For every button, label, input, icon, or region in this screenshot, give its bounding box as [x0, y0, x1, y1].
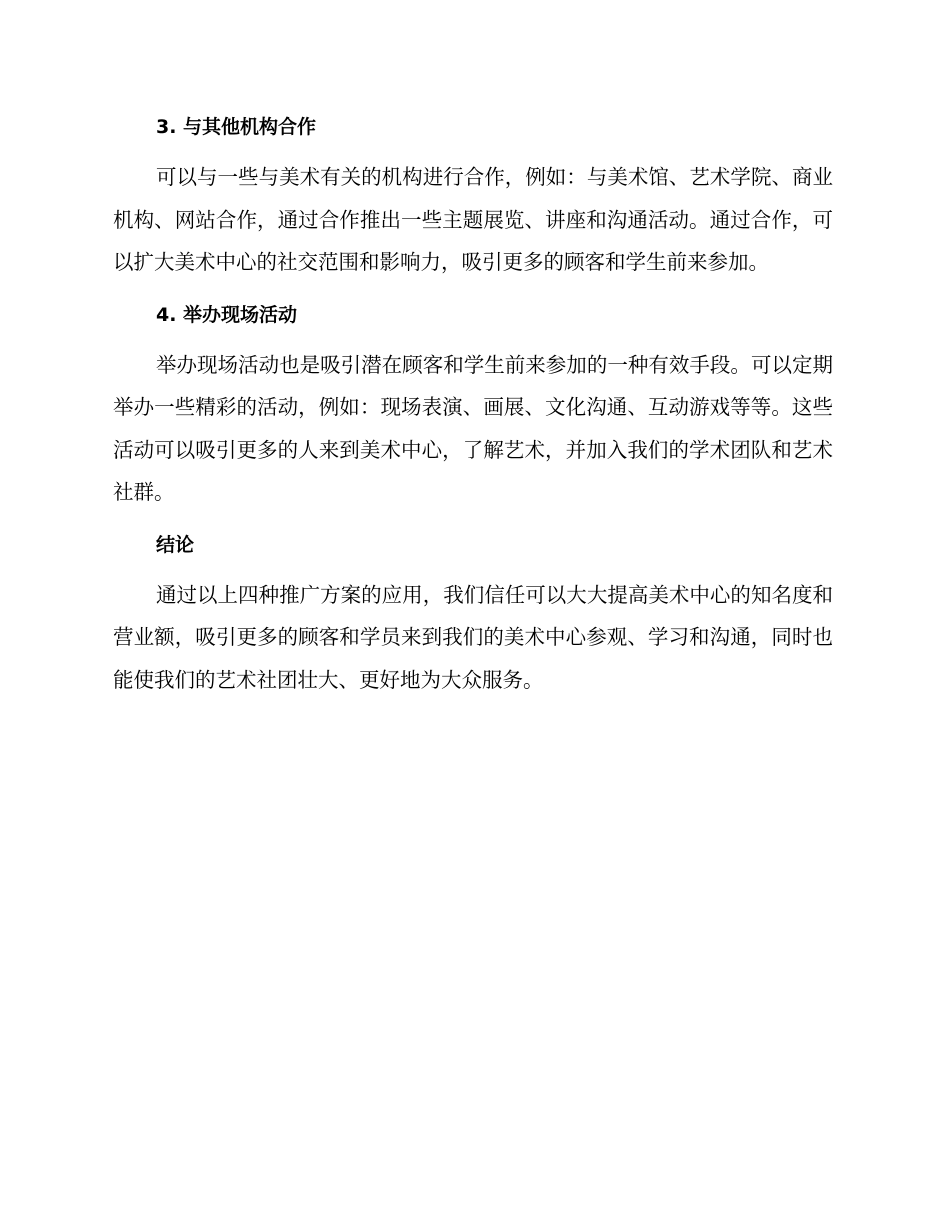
section-paragraph-conclusion: 通过以上四种推广方案的应用，我们信任可以大大提高美术中心的知名度和营业额，吸引更多的顾客和学员来到我们的美术中心参观、学习和沟通，同时也能使我们的艺术社团壮大、更好地为大众服务。 — [113, 582, 833, 692]
section-heading-live-events: 4. 举办现场活动 — [156, 303, 298, 326]
section-paragraph-live-events: 举办现场活动也是吸引潜在顾客和学生前来参加的一种有效手段。可以定期举办一些精彩的活动，例如：现场表演、画展、文化沟通、互动游戏等等。这些活动可以吸引更多的人来到美术中心，了解艺术，并加入我们的学术团队和艺术社群。 — [113, 352, 833, 504]
section-paragraph-collaboration: 可以与一些与美术有关的机构进行合作，例如：与美术馆、艺术学院、商业机构、网站合作，通过合作推出一些主题展览、讲座和沟通活动。通过合作，可以扩大美术中心的社交范围和影响力，吸引更多的顾客和学生前来参加。 — [113, 165, 833, 274]
section-heading-collaboration: 3. 与其他机构合作 — [156, 116, 317, 138]
section-heading-conclusion: 结论 — [156, 533, 195, 556]
document-body — [113, 108, 833, 701]
